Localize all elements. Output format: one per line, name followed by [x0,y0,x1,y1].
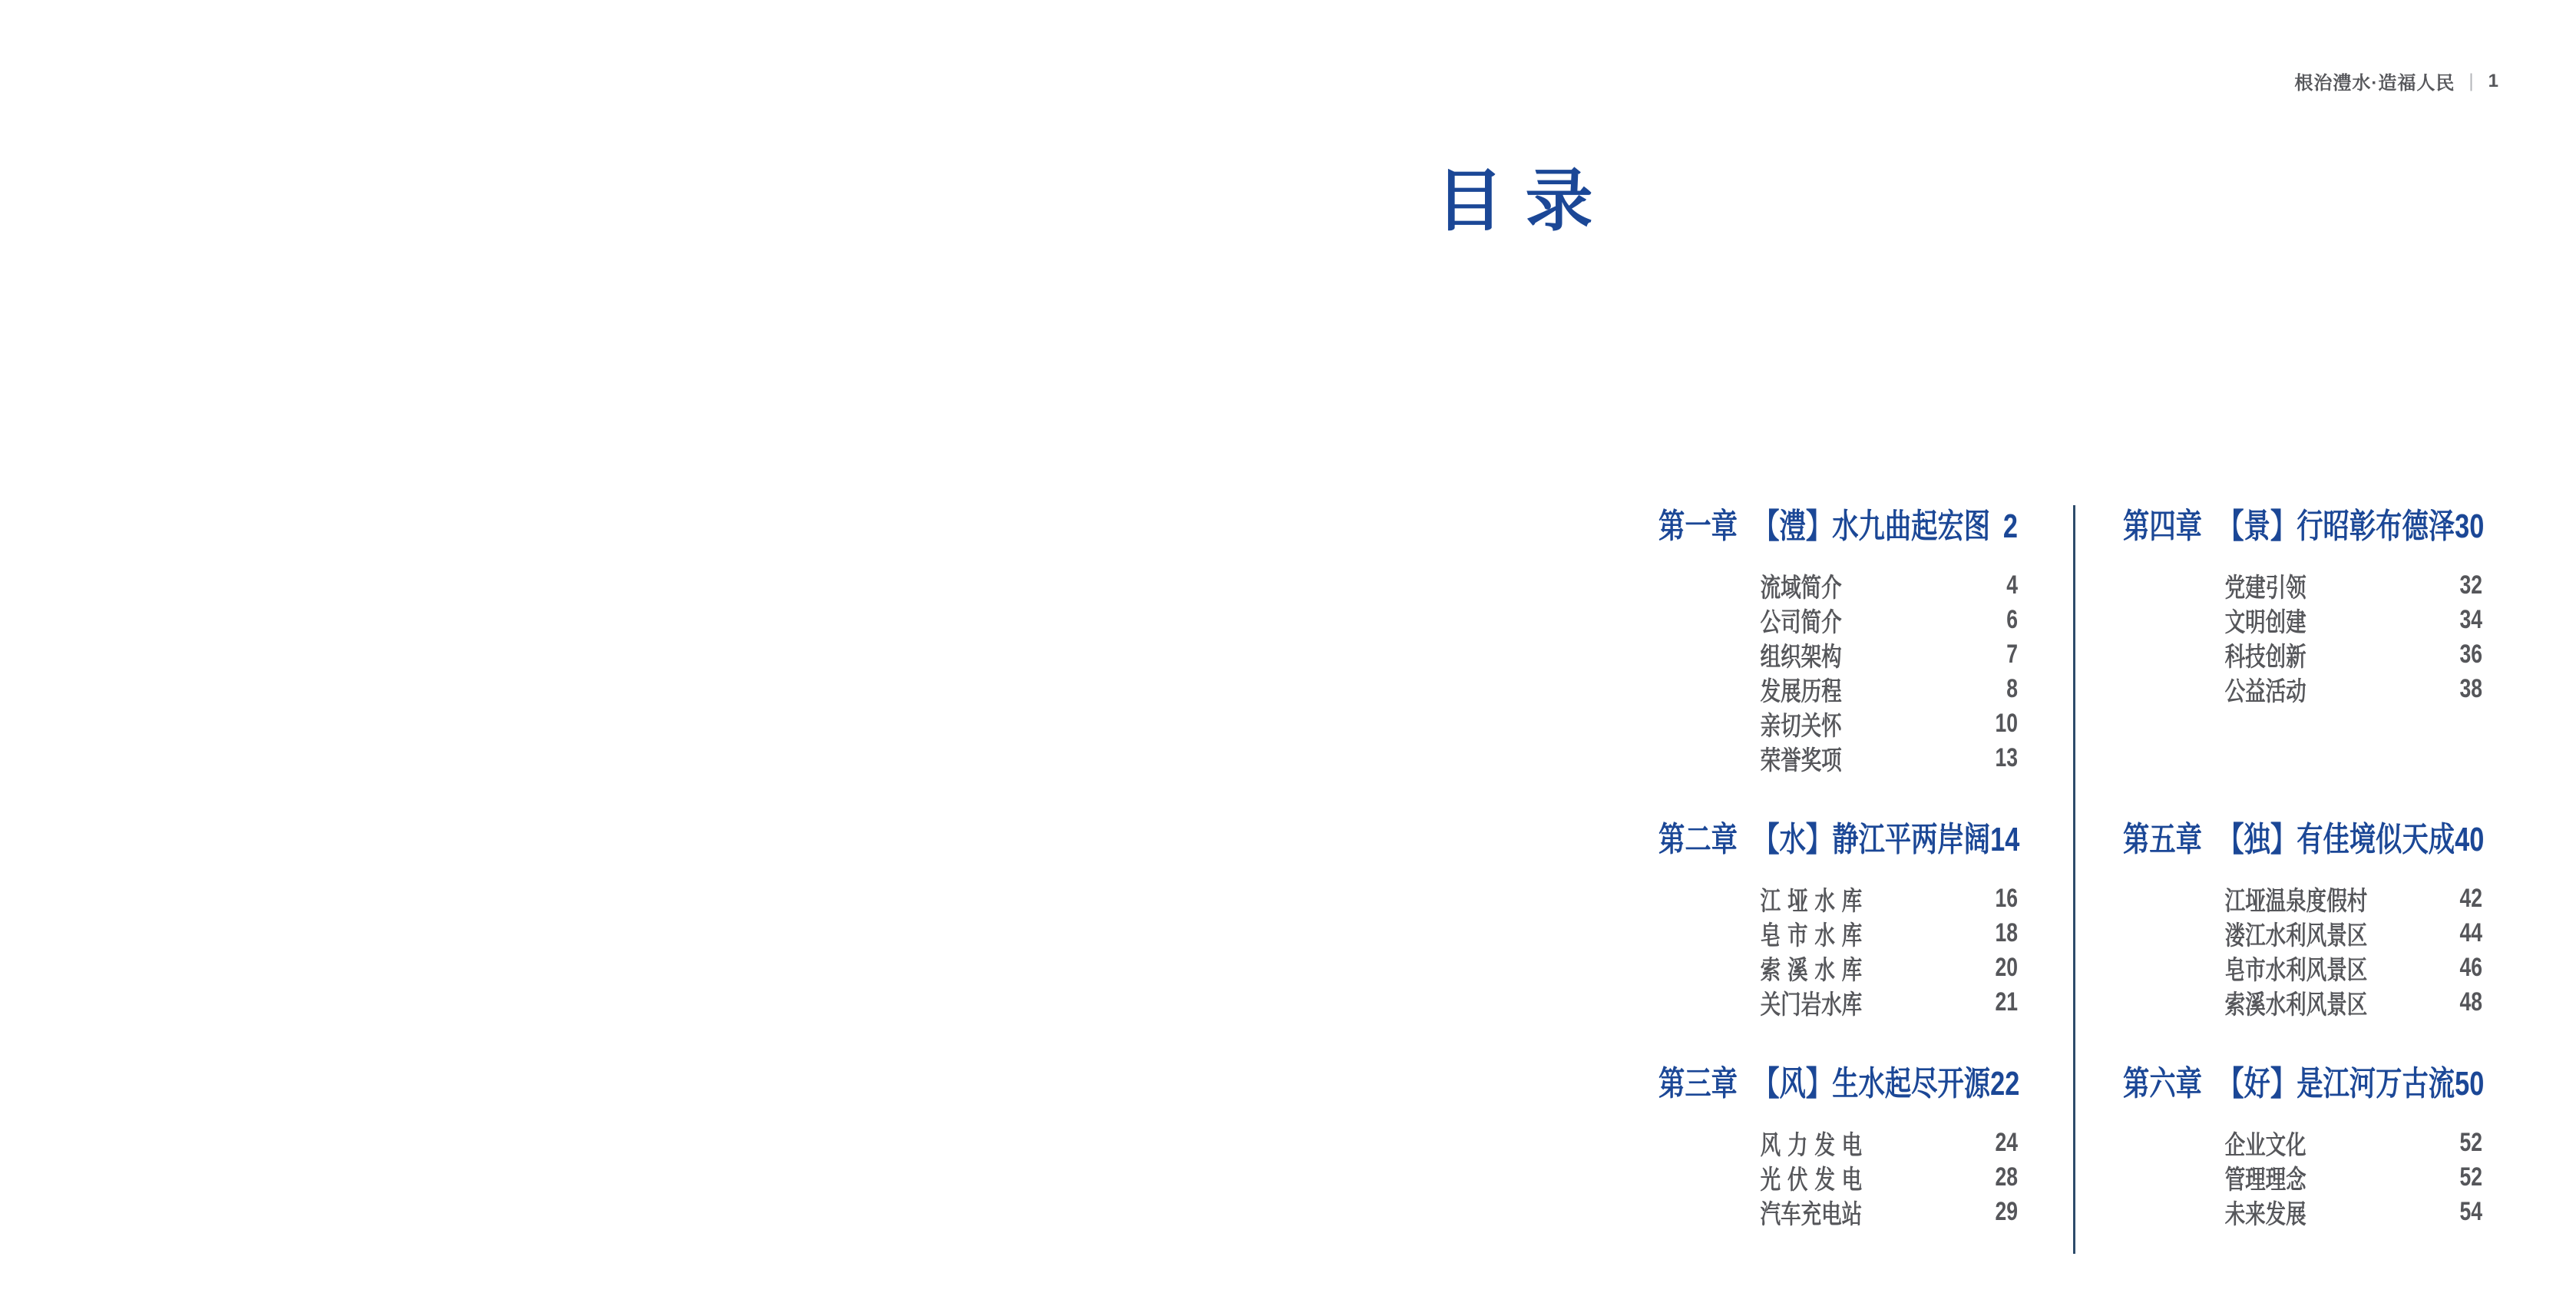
header-page-number: 1 [2488,70,2499,91]
toc-entry[interactable] [1761,706,2018,741]
chapter-title: 【独】有佳境似天成 [2217,821,2455,858]
toc-entry-label: 皂市水利风景区 [2224,956,2368,985]
toc-chapter-heading[interactable] [1658,820,2018,860]
toc-entry-page-number: 52 [2459,1128,2482,1157]
toc-entry-label: 亲切关怀 [1760,712,1842,741]
toc-chapter-heading[interactable] [2123,507,2485,547]
toc-entry-label: 文明创建 [2224,608,2306,637]
toc-entry-label: 荣誉奖项 [1760,746,1842,775]
toc-entry[interactable] [1761,1195,2018,1229]
chapter-label: 第一章 [1658,508,1738,545]
toc-sub-list [1658,881,2018,1020]
toc-chapter-heading[interactable] [1658,1064,2018,1104]
toc-sub-list [2123,881,2482,1020]
toc-entry-page-number: 8 [2006,674,2018,703]
toc-entry[interactable] [1761,637,2018,672]
toc-entry-page-number: 18 [1995,918,2018,947]
chapter-page-number: 22 [1990,1065,2020,1103]
toc-entry-label: 江垭温泉度假村 [2224,887,2368,916]
toc-entry-page-number: 46 [2459,953,2482,982]
toc-entry[interactable] [1761,985,2018,1020]
toc-entry-label: 党建引领 [2224,574,2306,603]
toc-entry[interactable] [1761,1160,2018,1195]
toc-entry-label: 江垭水库 [1760,887,1863,916]
toc-entry-label: 光伏发电 [1760,1165,1863,1195]
chapter-title: 【风】生水起尽开源 [1753,1065,1991,1103]
chapter-title: 【水】静江平两岸阔 [1753,821,1991,858]
chapter-label: 第五章 [2123,821,2202,858]
chapter-title: 【澧】水九曲起宏图 [1753,508,1991,545]
toc-chapter [1658,1064,2018,1229]
toc-entry[interactable] [2225,672,2482,706]
toc-entry-label: 组织架构 [1760,643,1842,672]
toc-entry-page-number: 38 [2459,674,2482,703]
toc-chapter [1658,507,2018,775]
toc-sub-list [2123,568,2482,706]
toc-entry-page-number: 32 [2459,570,2482,600]
toc-entry-label: 公司简介 [1760,608,1842,637]
chapter-label: 第六章 [2123,1065,2202,1103]
toc-entry[interactable] [2225,881,2482,916]
toc-entry-page-number: 7 [2006,640,2018,669]
toc-entry-label: 索溪水库 [1760,956,1863,985]
chapter-label: 第三章 [1658,1065,1738,1103]
toc-entry[interactable] [2225,916,2482,951]
header-separator: | [2469,69,2475,92]
chapter-label: 第二章 [1658,821,1738,858]
toc-entry-label: 科技创新 [2224,643,2306,672]
toc-sub-list [1658,568,2018,775]
chapter-page-number: 14 [1990,821,2020,858]
toc-entry-label: 索溪水利风景区 [2224,990,2368,1020]
toc-entry-page-number: 29 [1995,1197,2018,1226]
toc-column-left [1658,0,2018,1306]
toc-entry[interactable] [1761,568,2018,603]
toc-entry-page-number: 34 [2459,605,2482,634]
toc-chapter-heading[interactable] [2123,1064,2485,1104]
toc-entry[interactable] [2225,1126,2482,1160]
toc-entry-page-number: 13 [1995,743,2018,772]
toc-entry-page-number: 6 [2006,605,2018,634]
toc-column-right [2123,0,2485,1306]
toc-entry-page-number: 16 [1995,884,2018,913]
toc-entry-label: 溇江水利风景区 [2224,921,2368,951]
toc-chapter [1658,820,2018,1020]
toc-entry[interactable] [2225,951,2482,985]
toc-entry[interactable] [2225,637,2482,672]
toc-entry-page-number: 20 [1995,953,2018,982]
toc-entry-page-number: 21 [1995,987,2018,1017]
toc-entry-page-number: 52 [2459,1162,2482,1192]
chapter-page-number: 40 [2455,821,2485,858]
toc-entry[interactable] [2225,985,2482,1020]
toc-entry-label: 汽车充电站 [1760,1200,1863,1229]
toc-entry[interactable] [1761,741,2018,775]
chapter-title: 【好】是江河万古流 [2217,1065,2455,1103]
toc-entry[interactable] [1761,672,2018,706]
chapter-page-number: 2 [2002,508,2018,545]
chapter-page-number: 30 [2455,508,2485,545]
toc-entry[interactable] [2225,568,2482,603]
toc-entry[interactable] [1761,881,2018,916]
toc-entry-page-number: 54 [2459,1197,2482,1226]
page-title: 目 录 [1436,163,1595,239]
toc-entry[interactable] [1761,1126,2018,1160]
toc-chapter [2123,507,2485,706]
toc-chapter [2123,1064,2485,1229]
toc-entry[interactable] [1761,951,2018,985]
toc-entry-label: 皂市水库 [1760,921,1863,951]
chapter-title: 【景】行昭彰布德泽 [2217,508,2455,545]
chapter-label: 第四章 [2123,508,2202,545]
toc-entry[interactable] [2225,603,2482,637]
toc-entry-label: 关门岩水库 [1760,990,1863,1020]
toc-entry[interactable] [1761,916,2018,951]
toc-entry-page-number: 42 [2459,884,2482,913]
column-divider [2073,505,2075,1254]
toc-entry-label: 未来发展 [2224,1200,2306,1229]
toc-sub-list [1658,1126,2018,1229]
toc-entry-page-number: 4 [2006,570,2018,600]
toc-sub-list [2123,1126,2482,1229]
toc-chapter-heading[interactable] [2123,820,2485,860]
toc-entry[interactable] [2225,1160,2482,1195]
toc-entry-page-number: 24 [1995,1128,2018,1157]
toc-entry-label: 公益活动 [2224,677,2306,706]
toc-entry-page-number: 10 [1995,709,2018,738]
toc-chapter [2123,820,2485,1020]
toc-entry-label: 风力发电 [1760,1131,1863,1160]
toc-entry[interactable] [1761,603,2018,637]
toc-chapter-heading[interactable] [1658,507,2018,547]
toc-entry-label: 企业文化 [2224,1131,2306,1160]
toc-entry-label: 流域简介 [1760,574,1842,603]
chapter-page-number: 50 [2455,1065,2485,1103]
toc-entry-page-number: 48 [2459,987,2482,1017]
toc-entry-page-number: 28 [1995,1162,2018,1192]
header-slogan: 根治澧水·造福人民 [2294,73,2455,94]
toc-entry-label: 发展历程 [1760,677,1842,706]
toc-entry[interactable] [2225,1195,2482,1229]
toc-entry-page-number: 44 [2459,918,2482,947]
toc-entry-page-number: 36 [2459,640,2482,669]
toc-entry-label: 管理理念 [2224,1165,2306,1195]
